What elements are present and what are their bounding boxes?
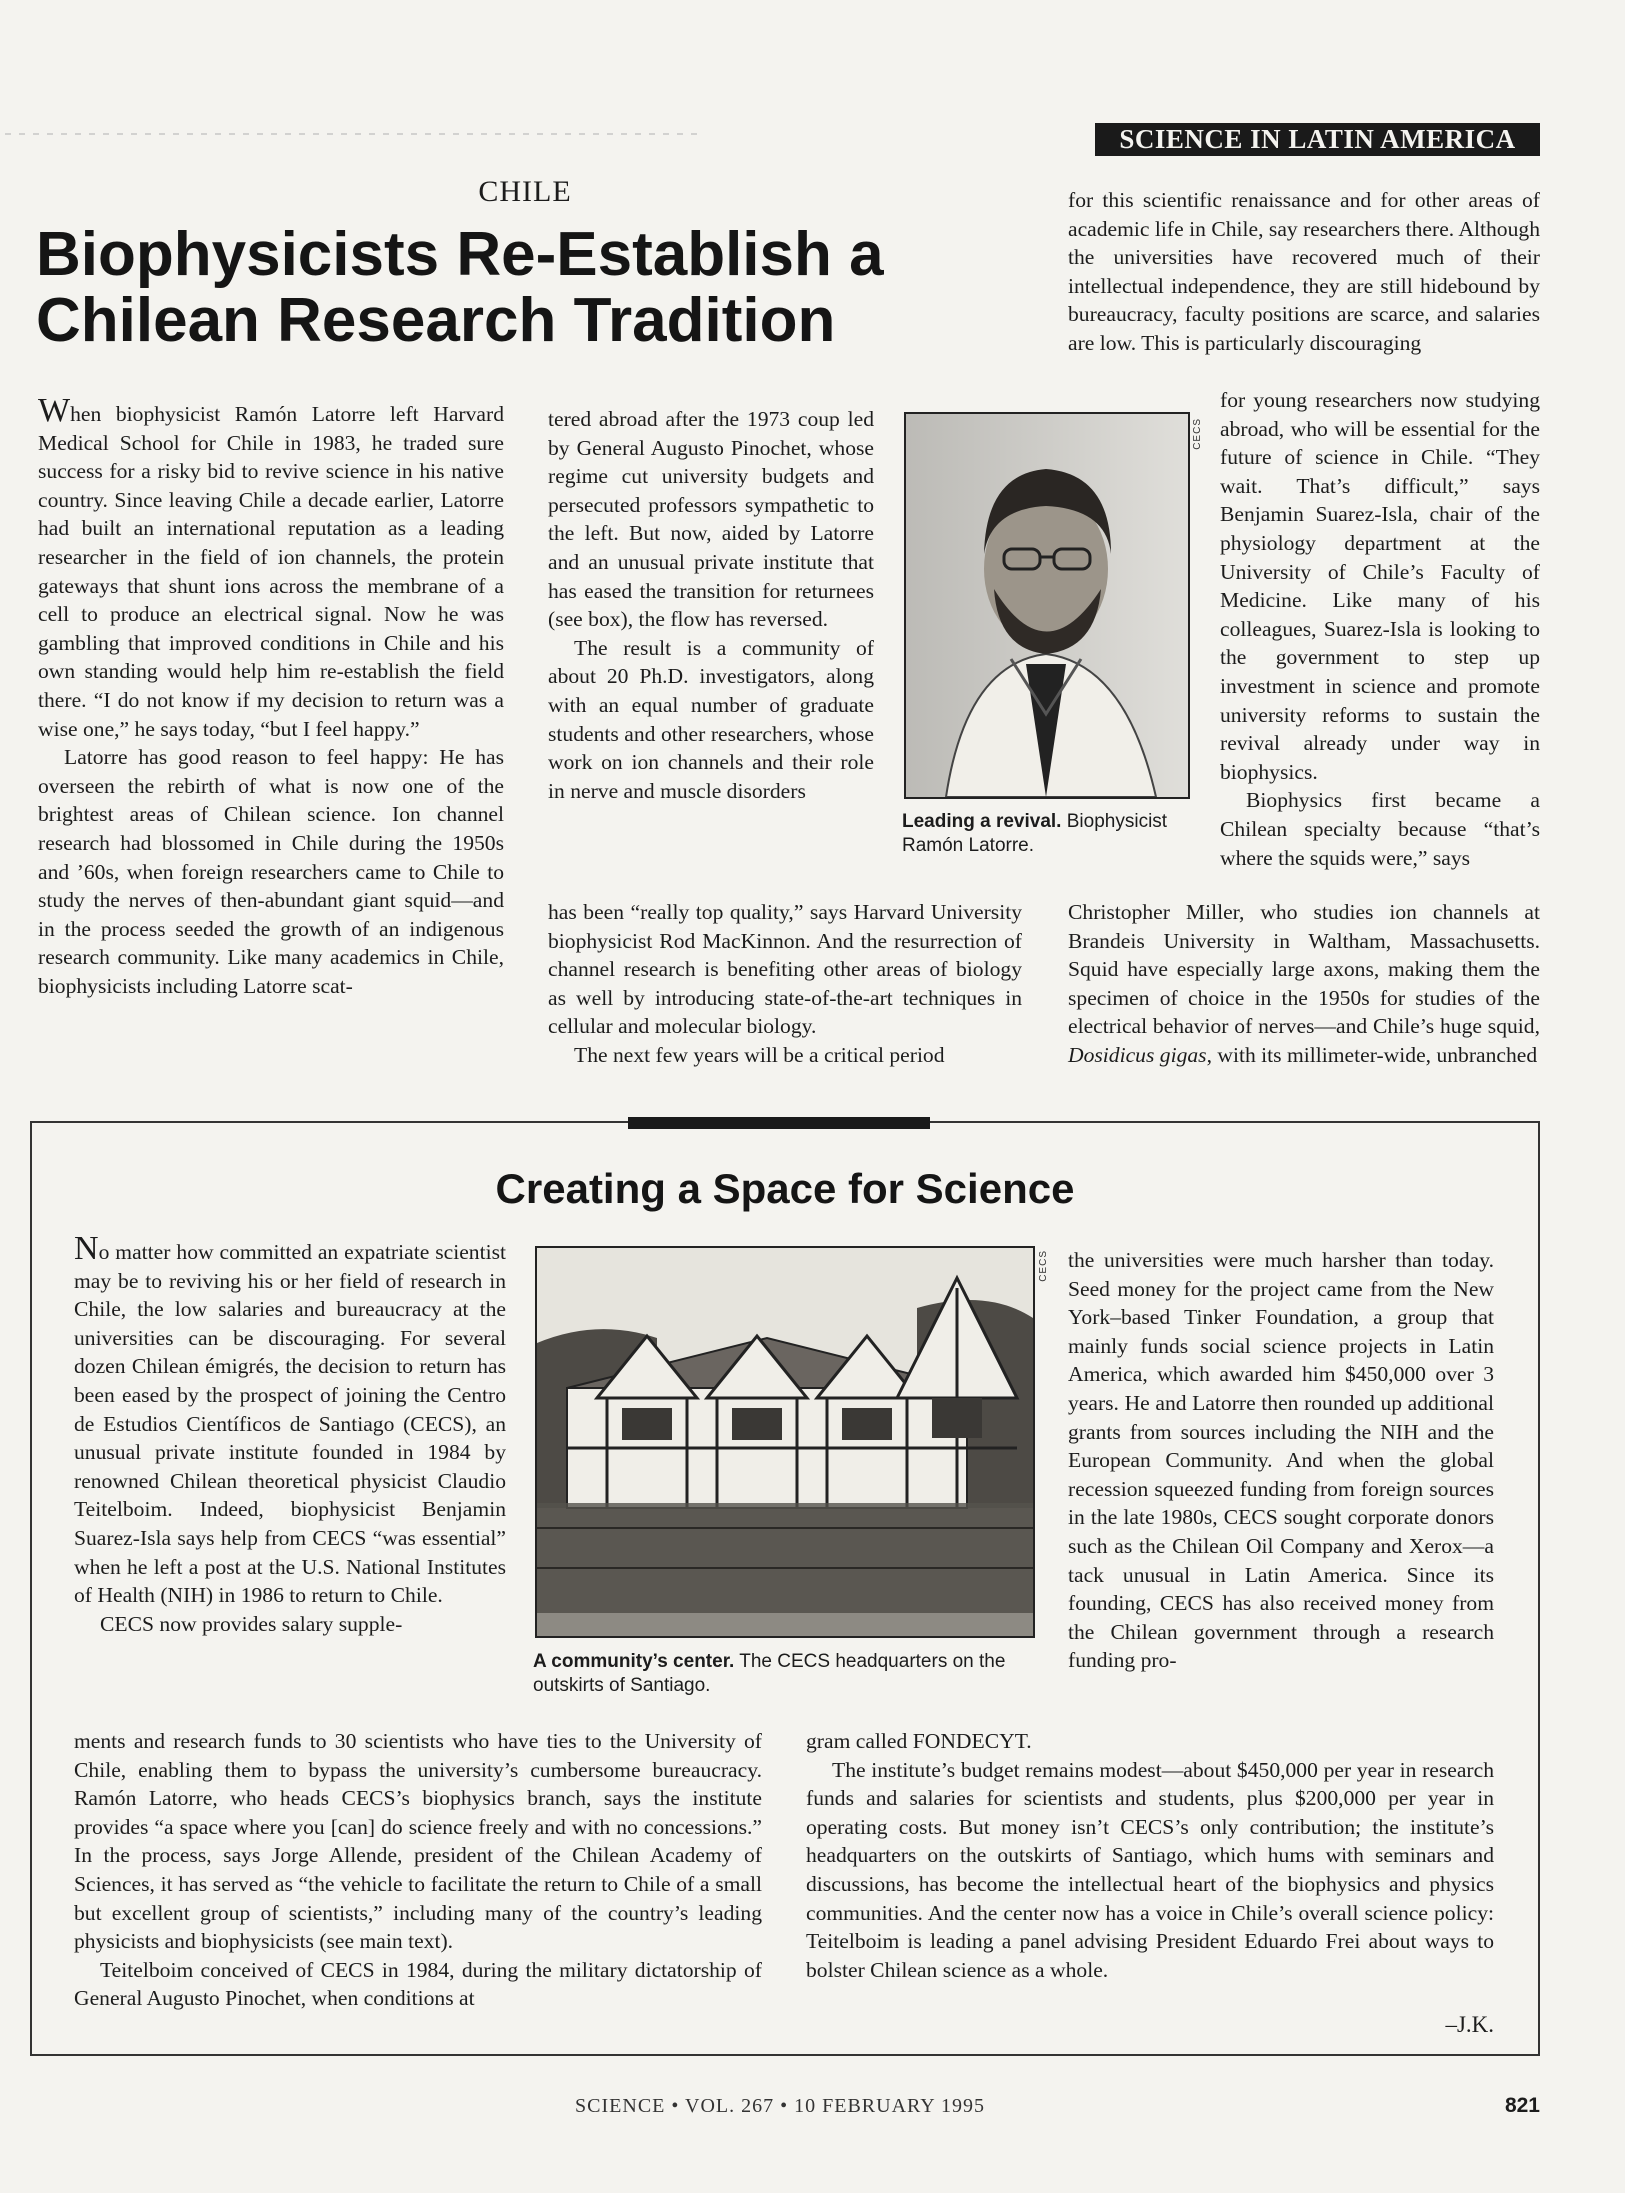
article-paragraph: Christopher Miller, who studies ion channels at Brandeis University in Waltham, Massachusetts. Squid have especially large axons, making them the specimen of choice in the 1950s for studies of the electrical behavior of nerves—and Chile’s huge squid, Dosidicus gigas, with its millimeter-wide, unbranched <box>1068 900 1540 1067</box>
headline-line-2: Chilean Research Tradition <box>36 286 836 355</box>
portrait-illustration <box>906 414 1188 797</box>
article-column-3-top <box>1068 186 1540 358</box>
section-banner-text: SCIENCE IN LATIN AMERICA <box>1119 124 1516 154</box>
box-column-right <box>1068 1246 1494 1675</box>
article-column-3-wrap <box>1220 386 1540 872</box>
article-paragraph: Biophysics first became a Chilean specialty because “that’s where the squids were,” says <box>1220 788 1540 870</box>
box-column-right-lower <box>806 1727 1494 1984</box>
box-column-left-lower <box>74 1727 762 2013</box>
box-paragraph: No matter how committed an expatriate scientist may be to reviving his or her field of research in Chile, the low salaries and bureaucracy at the universities can be discouraging. For several dozen Chilean émigrés, the decision to return has been eased by the prospect of joining the Centro de Estudios Científicos de Santiago (CECS), an unusual private institute founded in 1984 by renowned Chilean theoretical physicist Claudio Teitelboim. Indeed, biophysicist Benjamin Suarez-Isla says help from CECS “was essential” when he left a post at the U.S. National Institutes of Health (NIH) in 1986 to return to Chile. <box>74 1230 506 1608</box>
article-paragraph: has been “really top quality,” says Harvard University biophysicist Rod MacKinnon. And the resurrection of channel research is benefiting other areas of biology as well by introducing state-of-the-art techniques in cellular and molecular biology. <box>548 900 1022 1039</box>
article-paragraph: Latorre has good reason to feel happy: He has overseen the rebirth of what is now one of the brightest areas of Chilean science. Ion channel research had blossomed in Chile during the 1950s and ’60s, when foreign researchers came to Chile to study the nerves of then-abundant giant squid—and in the process seeded the growth of an indigenous research community. Like many academics in Chile, biophysicists including Latorre scat- <box>38 745 504 998</box>
building-credit: CECS <box>1038 1250 1049 1282</box>
article-paragraph: When biophysicist Ramón Latorre left Harvard Medical School for Chile in 1983, he traded sure success for a risky bid to revive science in his native country. Since leaving Chile a decade earlier, Latorre had built an international reputation as a leading researcher in the field of ion channels, the protein gateways that shunt ions across the membrane of a cell to produce an electrical signal. Now he was gambling that improved conditions in Chile and his own standing would help him re-establish the field there. “I do not know if my decision to return was a wise one,” he says today, “but I feel happy.” <box>38 392 504 741</box>
headline-line-1: Biophysicists Re-Establish a <box>36 220 884 289</box>
box-paragraph: ments and research funds to 30 scientists who have ties to the University of Chile, enabling them to bypass the university’s cumbersome bureaucracy. Ramón Latorre, who heads CECS’s biophysics branch, says the institute provides “a space where you [can] do science freely and with no concessions.” In the process, says Jorge Allende, president of the Chilean Academy of Sciences, it has served as “the vehicle to facilitate the return to Chile of a small but excellent group of scientists,” including many of the country’s leading physicists and biophysicists (see main text). <box>74 1729 762 1954</box>
headline <box>36 222 1046 354</box>
section-banner <box>1095 123 1540 156</box>
caption-text: The CECS headquarters on the outskirts of Santiago. <box>533 1651 1006 1696</box>
author-signature: –J.K. <box>1445 2012 1494 2037</box>
drop-cap: W <box>38 392 71 429</box>
box-column-left <box>74 1230 506 1638</box>
article-paragraph: for young researchers now studying abroad, who will be essential for the future of science in Chile. “They wait. That’s difficult,” says Benjamin Suarez-Isla, chair of the physiology department at the University of Chile’s Faculty of Medicine. Like many of his colleagues, Suarez-Isla is looking to the government to step up investment in science and promote university reforms to sustain the revival already under way in biophysics. <box>1220 388 1540 784</box>
footer-journal-line: SCIENCE • VOL. 267 • 10 FEBRUARY 1995 <box>575 2095 985 2117</box>
box-paragraph: gram called FONDECYT. <box>806 1729 1032 1753</box>
species-name: Dosidicus gigas <box>1068 1042 1207 1067</box>
article-column-1 <box>38 392 504 1000</box>
sidebar-top-bar <box>628 1117 930 1129</box>
portrait-photo <box>904 412 1190 799</box>
caption-bold: Leading a revival. <box>902 811 1062 832</box>
article-column-2-lower <box>548 898 1022 1070</box>
article-column-3-bottom <box>1068 898 1540 1070</box>
article-paragraph: The next few years will be a critical period <box>574 1042 945 1067</box>
box-paragraph: CECS now provides salary supple- <box>100 1611 403 1636</box>
portrait-caption <box>902 810 1192 858</box>
article-paragraph: tered abroad after the 1973 coup led by General Augusto Pinochet, whose regime cut university budgets and persecuted professors sympathetic to the left. But now, aided by Latorre and an unusual private institute that has eased the transition for returnees (see box), the flow has reversed. <box>548 407 874 632</box>
region-label: CHILE <box>478 175 572 208</box>
box-paragraph: Teitelboim conceived of CECS in 1984, during the military dictatorship of General Augusto Pinochet, when conditions at <box>74 1957 762 2011</box>
article-paragraph: The result is a community of about 20 Ph.D. investigators, along with an equal number of graduate students and other researchers, whose work on ion channels and their role in nerve and muscle disorders <box>548 635 874 803</box>
caption-text: Biophysicist Ramón Latorre. <box>902 811 1168 856</box>
building-photo <box>535 1246 1035 1638</box>
scan-artifact-line <box>5 133 705 135</box>
page-number: 821 <box>1504 2094 1540 2117</box>
box-paragraph: The institute’s budget remains modest—about $450,000 per year in research funds and salaries for scientists and students, plus $200,000 per year in operating costs. But money isn’t CECS’s only contribution; the institute’s headquarters on the outskirts of Santiago, which hums with seminars and discussions, has become the intellectual heart of the biophysics and physics communities. And the center now has a voice in Chile’s overall science policy: Teitelboim is leading a panel advising President Eduardo Frei about ways to bolster Chilean science as a whole. <box>806 1757 1494 1982</box>
article-paragraph: for this scientific renaissance and for other areas of academic life in Chile, say researchers there. Although the universities have recovered much of their intellectual independence, they are still hidebound by bureaucracy, faculty positions are scarce, and salaries are low. This is particularly discouraging <box>1068 188 1540 355</box>
drop-cap: N <box>74 1230 99 1267</box>
caption-bold: A community’s center. <box>533 1651 735 1672</box>
box-paragraph: the universities were much harsher than today. Seed money for the project came from the New York–based Tinker Foundation, a group that mainly funds social science projects in Latin America, which awarded him $450,000 over 3 years. He and Latorre then rounded up additional grants from sources including the NIH and the European Community. And when the global recession squeezed funding from foreign sources in the late 1980s, CECS sought corporate donors such as the Chilean Oil Company and Xerox—a tack unusual in Latin America. Since its founding, CECS has also received money from the Chilean government through a research funding pro- <box>1068 1248 1494 1673</box>
article-column-2-upper <box>548 405 874 805</box>
building-caption <box>533 1650 1033 1698</box>
portrait-credit: CECS <box>1192 418 1203 450</box>
building-illustration <box>537 1248 1033 1636</box>
box-title: Creating a Space for Science <box>495 1165 1075 1212</box>
